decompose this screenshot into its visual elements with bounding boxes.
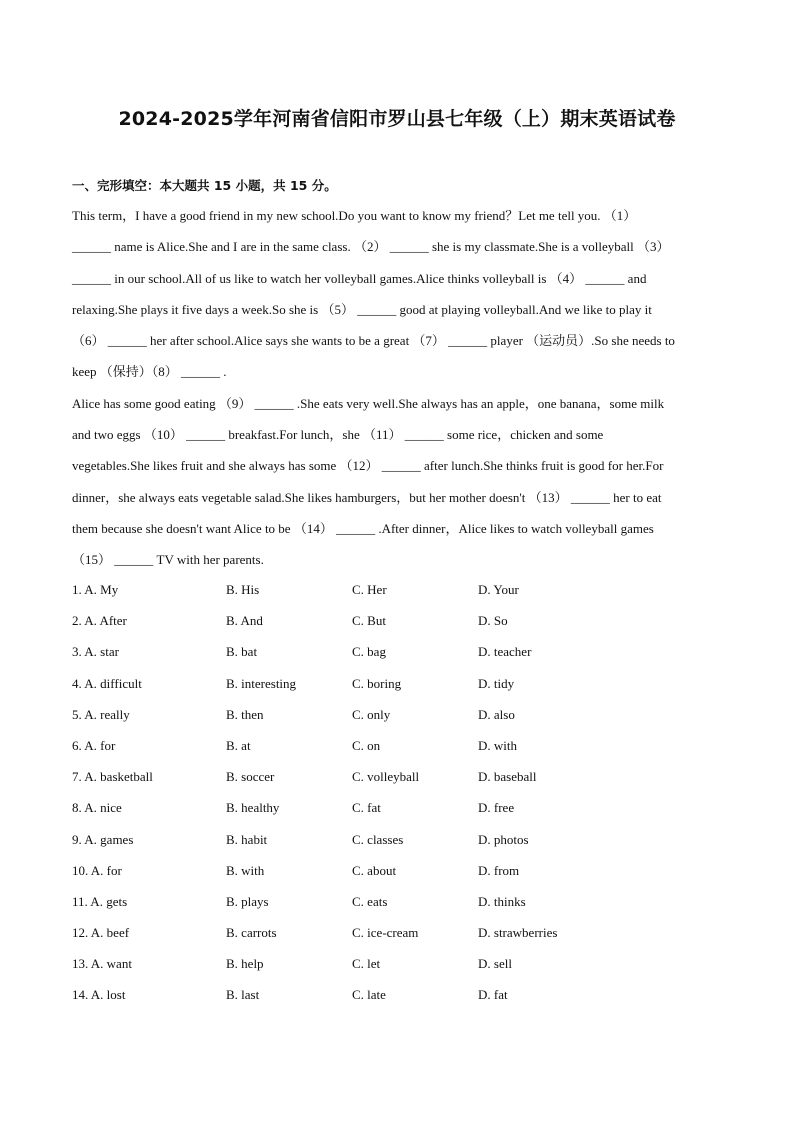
option-c: C. volleyball — [352, 769, 420, 785]
option-c: C. late — [352, 987, 386, 1003]
option-a: 8. A. nice — [72, 800, 122, 816]
option-c: C. bag — [352, 644, 386, 660]
option-d: D. with — [478, 737, 517, 753]
passage-line: Alice has some good eating （9） ______ .She eats very well.She always has an apple，one banana，some milk — [72, 395, 665, 411]
option-b: B. with — [226, 862, 265, 878]
question-row — [72, 886, 732, 917]
cloze-passage — [72, 200, 732, 576]
passage-line: dinner，she always eats vegetable salad.She likes hamburgers，but her mother doesn't （13） ______ her to eat — [72, 489, 662, 505]
option-d: D. sell — [478, 956, 512, 972]
passage-line: This term，I have a good friend in my new school.Do you want to know my friend？Let me tell you. （1） — [72, 208, 637, 223]
option-d: D. photos — [478, 831, 529, 847]
option-b: B. last — [226, 987, 260, 1003]
option-d: D. baseball — [478, 769, 537, 785]
option-a: 6. A. for — [72, 737, 116, 753]
option-d: D. strawberries — [478, 925, 558, 941]
answer-options — [72, 574, 732, 1011]
option-d: D. tidy — [478, 675, 515, 691]
option-d: D. teacher — [478, 644, 532, 660]
option-a: 13. A. want — [72, 956, 132, 972]
question-row — [72, 574, 732, 605]
question-row — [72, 761, 732, 792]
option-a: 9. A. games — [72, 831, 134, 847]
passage-line: vegetables.She likes fruit and she always has some （12） ______ after lunch.She thinks fruit is good for her.For — [72, 458, 664, 474]
option-a: 11. A. gets — [72, 893, 128, 909]
option-d: D. So — [478, 613, 508, 629]
question-row — [72, 979, 732, 1010]
question-row — [72, 730, 732, 761]
option-c: C. ice-cream — [352, 925, 419, 941]
question-row — [72, 917, 732, 948]
question-row — [72, 824, 732, 855]
passage-line: ______ name is Alice.She and I are in the same class. （2） ______ she is my classmate.She is a volleyball （3） — [72, 239, 670, 255]
question-row — [72, 605, 732, 636]
option-b: B. His — [226, 582, 260, 597]
option-d: D. free — [478, 800, 515, 816]
option-d: D. Your — [478, 582, 519, 597]
passage-line: them because she doesn't want Alice to be （14） ______ .After dinner，Alice likes to watch volleyball games — [72, 520, 654, 536]
question-row — [72, 855, 732, 886]
option-b: B. carrots — [226, 925, 277, 941]
option-d: D. fat — [478, 987, 508, 1003]
option-b: B. bat — [226, 644, 258, 660]
passage-line: （15） ______ TV with her parents. — [72, 552, 264, 568]
question-row — [72, 948, 732, 979]
option-a: 12. A. beef — [72, 925, 130, 941]
option-d: D. also — [478, 706, 515, 722]
option-c: C. let — [352, 956, 381, 972]
passage-line: and two eggs （10） ______ breakfast.For lunch，she （11） ______ some rice，chicken and some — [72, 427, 604, 443]
option-a: 5. A. really — [72, 706, 130, 722]
option-d: D. thinks — [478, 893, 526, 909]
question-row — [72, 792, 732, 823]
passage-line: keep （保持）（8） ______ . — [72, 364, 227, 380]
section-heading: 一、完形填空：本大题共 15 小题，共 15 分。 — [72, 178, 337, 193]
option-c: C. eats — [352, 893, 388, 909]
passage-line: ______ in our school.All of us like to watch her volleyball games.Alice thinks volleyball is （4） ______ and — [72, 270, 647, 286]
option-a: 7. A. basketball — [72, 769, 153, 785]
question-row — [72, 699, 732, 730]
option-b: B. habit — [226, 831, 268, 847]
option-c: C. about — [352, 862, 397, 878]
option-a: 3. A. star — [72, 644, 119, 660]
option-b: B. at — [226, 737, 251, 753]
option-c: C. But — [352, 613, 386, 629]
option-b: B. interesting — [226, 675, 297, 691]
option-b: B. healthy — [226, 800, 280, 816]
option-a: 10. A. for — [72, 862, 122, 878]
option-c: C. on — [352, 737, 381, 753]
option-b: B. plays — [226, 893, 269, 909]
option-c: C. boring — [352, 675, 402, 691]
question-row — [72, 636, 732, 667]
option-b: B. soccer — [226, 769, 275, 785]
option-b: B. And — [226, 613, 263, 629]
option-a: 1. A. My — [72, 582, 119, 597]
passage-line: relaxing.She plays it five days a week.So she is （5） ______ good at playing volleyball.And we like to play it — [72, 301, 652, 317]
exam-title: 2024-2025学年河南省信阳市罗山县七年级（上）期末英语试卷 — [118, 108, 676, 130]
option-a: 4. A. difficult — [72, 675, 142, 691]
option-c: C. classes — [352, 831, 404, 847]
passage-line: （6） ______ her after school.Alice says she wants to be a great （7） ______ player （运动员）.So she needs to — [72, 333, 675, 349]
option-b: B. then — [226, 706, 264, 722]
option-a: 2. A. After — [72, 613, 127, 629]
question-row — [72, 668, 732, 699]
option-b: B. help — [226, 956, 264, 972]
option-c: C. only — [352, 706, 391, 722]
option-a: 14. A. lost — [72, 987, 126, 1003]
option-c: C. fat — [352, 800, 381, 816]
option-d: D. from — [478, 862, 520, 878]
option-c: C. Her — [352, 582, 387, 597]
